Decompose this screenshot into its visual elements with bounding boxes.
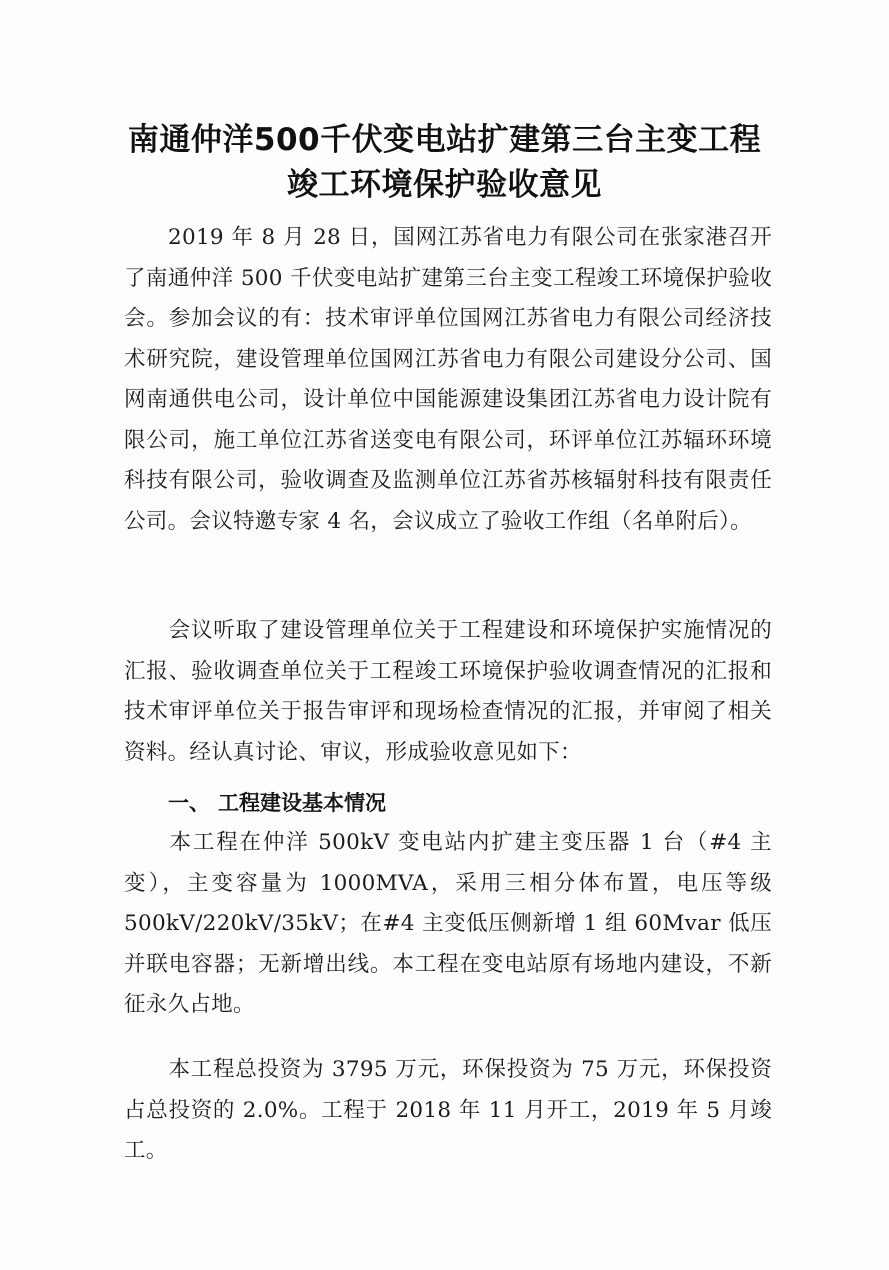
section-title: 工程建设基本情况 — [218, 791, 386, 815]
paragraph-project-scope — [124, 823, 772, 1026]
paragraph-text: 2019 年 8 月 28 日，国网江苏省电力有限公司在张家港召开了南通仲洋 500 千伏变电站扩建第三台主变工程竣工环境保护验收会。参加会议的有：技术审评单位国网江苏省电力有限公司经济技术研究院，建设管理单位国网江苏省电力有限公司建设分公司、国网南通供电公司，设计单位中国能源建设集团江苏省电力设计院有限公司，施工单位江苏省送变电有限公司，环评单位江苏辐环环境科技有限公司，验收调查及监测单位江苏省苏核辐射科技有限责任公司。会议特邀专家 4 名，会议成立了验收工作组（名单附后）。 — [124, 225, 772, 534]
paragraph-text: 本工程总投资为 3795 万元，环保投资为 75 万元，环保投资占总投资的 2.0%。工程于 2018 年 11 月开工，2019 年 5 月竣工。 — [124, 1057, 772, 1163]
section-number: 一、 — [168, 791, 210, 815]
paragraph-text: 会议听取了建设管理单位关于工程建设和环境保护实施情况的汇报、验收调查单位关于工程竣工环境保护验收调查情况的汇报和技术审评单位关于报告审评和现场检查情况的汇报，并审阅了相关资料。经认真讨论、审议，形成验收意见如下： — [124, 618, 772, 765]
document-title-line1: 南通仲洋500千伏变电站扩建第三台主变工程 — [127, 122, 762, 158]
paragraph-investment — [124, 1050, 772, 1172]
paragraph-meeting-review — [124, 611, 772, 773]
document-title-line2: 竣工环境保护验收意见 — [287, 167, 602, 203]
paragraph-text: 本工程在仲洋 500kV 变电站内扩建主变压器 1 台（#4 主变），主变容量为 1000MVA，采用三相分体布置，电压等级 500kV/220kV/35kV；在#4 主变低压侧新增 1 组 60Mvar 低压并联电容器；无新增出线。本工程在变电站原有场地内建设，不新征永久占地。 — [124, 830, 772, 1017]
section-heading — [168, 785, 386, 821]
paragraph-meeting-info — [124, 218, 772, 542]
